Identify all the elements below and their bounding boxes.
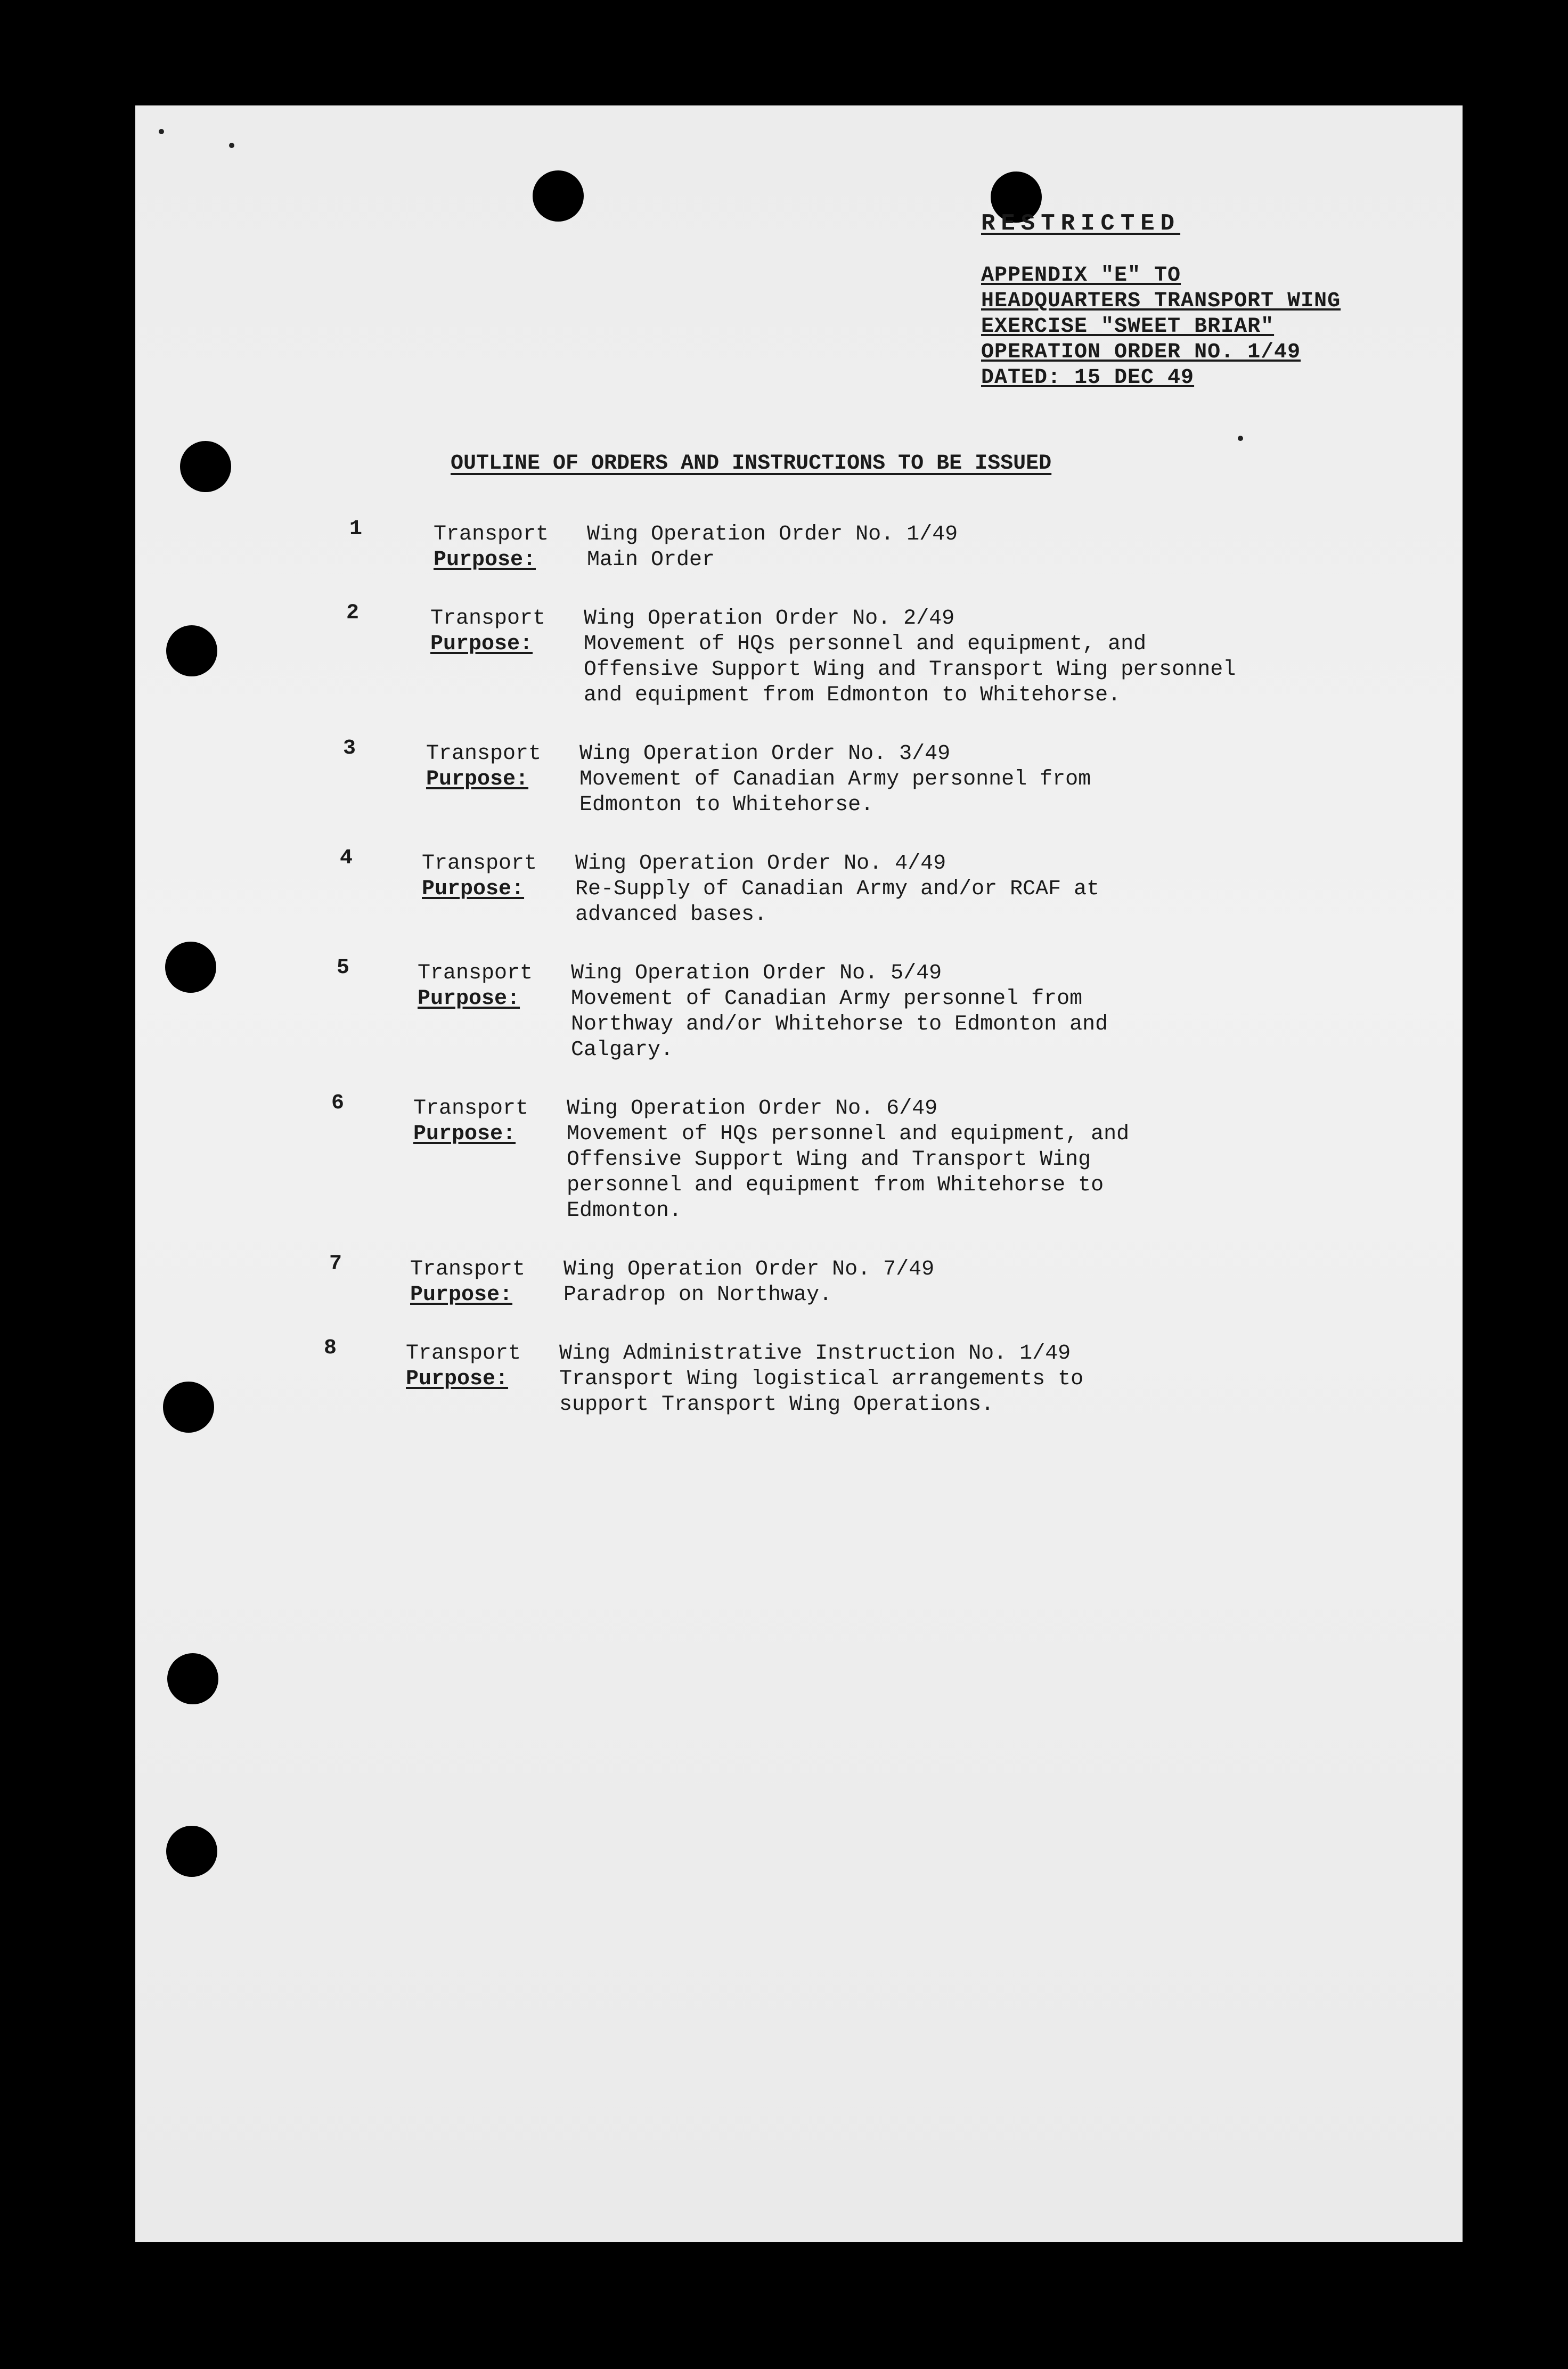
appendix-line: APPENDIX "E" TO bbox=[981, 264, 1181, 288]
item-number: 5 bbox=[337, 956, 350, 980]
item-number: 4 bbox=[340, 846, 353, 870]
item-purpose: Movement of HQs personnel and equipment, and Offensive Support Wing and Transport Wing personnel and equipment from Whitehorse to Edmonton. bbox=[567, 1122, 1130, 1223]
item-purpose: Movement of HQs personnel and equipment, and Offensive Support Wing and Transport Wing personnel and equipment from Edmonton to Whitehorse. bbox=[584, 632, 1236, 707]
item-purpose: Movement of Canadian Army personnel from Edmonton to Whitehorse. bbox=[579, 767, 1091, 817]
item-heading: Wing Operation Order No. 5/49 bbox=[571, 961, 942, 985]
punch-hole bbox=[167, 1653, 218, 1704]
item-number: 7 bbox=[329, 1252, 342, 1276]
item-purpose-row bbox=[320, 1367, 1278, 1418]
speck bbox=[229, 143, 234, 148]
item-heading-row bbox=[320, 961, 1278, 986]
item-label: Transport bbox=[418, 961, 533, 985]
list-item bbox=[320, 1336, 1278, 1418]
classification-mark: RESTRICTED bbox=[981, 210, 1181, 237]
item-number: 2 bbox=[346, 601, 360, 625]
item-heading-row bbox=[320, 1257, 1278, 1282]
speck bbox=[159, 129, 164, 134]
purpose-label: Purpose: bbox=[418, 987, 520, 1011]
list-item bbox=[320, 1091, 1278, 1224]
item-heading: Wing Operation Order No. 2/49 bbox=[584, 607, 955, 631]
speck bbox=[1238, 436, 1243, 441]
punch-hole bbox=[533, 170, 584, 222]
document-title: OUTLINE OF ORDERS AND INSTRUCTIONS TO BE ISSUED bbox=[451, 452, 1052, 476]
item-heading-row bbox=[320, 741, 1278, 767]
punch-hole bbox=[166, 1826, 217, 1877]
headquarters-line: HEADQUARTERS TRANSPORT WING bbox=[981, 289, 1341, 313]
item-heading-row bbox=[320, 851, 1278, 877]
item-number: 6 bbox=[331, 1091, 345, 1115]
list-item bbox=[320, 846, 1278, 928]
item-purpose-row bbox=[320, 877, 1278, 928]
purpose-label: Purpose: bbox=[430, 632, 533, 656]
item-label: Transport bbox=[422, 852, 537, 876]
item-heading-row bbox=[320, 1341, 1278, 1367]
list-item bbox=[320, 956, 1278, 1063]
classification-header bbox=[981, 211, 1341, 391]
purpose-label: Purpose: bbox=[406, 1367, 509, 1391]
item-heading: Wing Operation Order No. 4/49 bbox=[575, 852, 946, 876]
item-purpose-row bbox=[320, 1282, 1278, 1308]
purpose-label: Purpose: bbox=[410, 1283, 513, 1307]
list-item bbox=[320, 1252, 1278, 1308]
item-purpose: Movement of Canadian Army personnel from Northway and/or Whitehorse to Edmonton and Calgary. bbox=[571, 987, 1108, 1062]
exercise-line: EXERCISE "SWEET BRIAR" bbox=[981, 315, 1275, 339]
item-number: 8 bbox=[324, 1336, 337, 1360]
item-purpose: Re-Supply of Canadian Army and/or RCAF at advanced bases. bbox=[575, 877, 1100, 927]
item-purpose: Main Order bbox=[587, 548, 715, 572]
operation-order-line: OPERATION ORDER NO. 1/49 bbox=[981, 340, 1301, 364]
item-heading: Wing Administrative Instruction No. 1/49 bbox=[559, 1342, 1071, 1366]
item-heading-row bbox=[320, 606, 1278, 632]
item-purpose: Transport Wing logistical arrangements to support Transport Wing Operations. bbox=[559, 1367, 1084, 1417]
item-label: Transport bbox=[434, 522, 549, 546]
item-heading: Wing Operation Order No. 7/49 bbox=[564, 1257, 935, 1281]
punch-hole bbox=[165, 942, 216, 993]
item-heading: Wing Operation Order No. 1/49 bbox=[587, 522, 958, 546]
punch-hole bbox=[163, 1382, 214, 1433]
punch-hole bbox=[180, 441, 231, 492]
purpose-label: Purpose: bbox=[413, 1122, 516, 1146]
item-purpose-row bbox=[320, 1122, 1278, 1224]
item-label: Transport bbox=[430, 607, 546, 631]
item-label: Transport bbox=[426, 742, 542, 766]
punch-hole bbox=[166, 625, 217, 676]
item-label: Transport bbox=[406, 1342, 521, 1366]
list-item bbox=[320, 601, 1278, 708]
item-number: 1 bbox=[349, 517, 363, 541]
item-heading-row bbox=[320, 1096, 1278, 1122]
item-label: Transport bbox=[410, 1257, 526, 1281]
purpose-label: Purpose: bbox=[422, 877, 525, 901]
list-item bbox=[320, 737, 1278, 818]
purpose-label: Purpose: bbox=[426, 767, 529, 791]
item-purpose-row bbox=[320, 632, 1278, 708]
item-label: Transport bbox=[413, 1097, 529, 1121]
item-purpose-row bbox=[320, 548, 1278, 573]
purpose-label: Purpose: bbox=[434, 548, 536, 572]
item-heading: Wing Operation Order No. 3/49 bbox=[579, 742, 951, 766]
item-heading-row bbox=[320, 522, 1278, 548]
item-number: 3 bbox=[343, 737, 356, 761]
item-purpose-row bbox=[320, 986, 1278, 1063]
item-heading: Wing Operation Order No. 6/49 bbox=[567, 1097, 938, 1121]
item-purpose: Paradrop on Northway. bbox=[564, 1283, 832, 1307]
list-item bbox=[320, 517, 1278, 573]
dated-line: DATED: 15 DEC 49 bbox=[981, 366, 1195, 390]
orders-list bbox=[320, 517, 1278, 1451]
item-purpose-row bbox=[320, 767, 1278, 818]
